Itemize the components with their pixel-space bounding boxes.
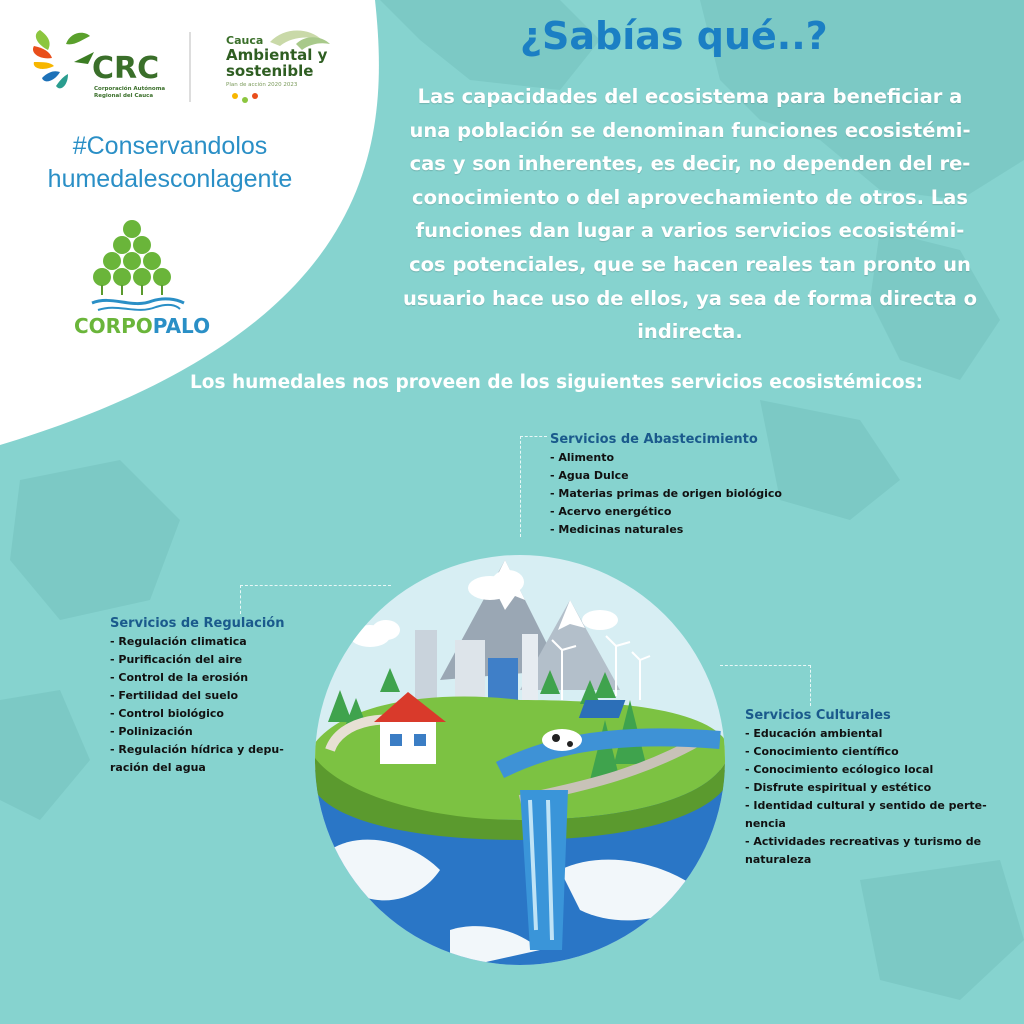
tree-cluster-icon	[93, 220, 171, 286]
list-item: ración del agua	[110, 761, 206, 774]
list-item: naturaleza	[745, 853, 812, 866]
list-item: - Regulación climatica	[110, 635, 247, 648]
cauca-line1: Cauca	[226, 34, 264, 47]
hashtag	[30, 130, 310, 196]
list-item: - Actividades recreativas y turismo de	[745, 835, 982, 848]
list-item: - Conocimiento científico	[745, 745, 899, 758]
list-item: - Polinización	[110, 725, 193, 738]
services-regulacion	[110, 616, 285, 777]
cauca-line4: Plan de acción 2020 2023	[226, 82, 298, 88]
list-item: - Identidad cultural y sentido de perte-	[745, 799, 987, 812]
list-item: - Conocimiento ecólogico local	[745, 763, 934, 776]
corpopalo-part2: PALO	[152, 314, 211, 338]
list-item: - Regulación hídrica y depu-	[110, 743, 284, 756]
list-item: - Purificación del aire	[110, 653, 243, 666]
logos-header	[30, 22, 350, 112]
hashtag-line2: humedalesconlagente	[47, 165, 293, 193]
list-item: - Control de la erosión	[110, 671, 249, 684]
connector-abastecimiento	[520, 436, 547, 537]
crc-logo	[33, 30, 165, 99]
intro-line: cas y son inherentes, es decir, no dependen del re-	[409, 152, 971, 176]
intro-line: cos potenciales, que se hacen reales tan pronto un	[409, 252, 971, 276]
crc-subtitle-line1: Corporación Autónoma	[94, 86, 166, 92]
list-item: - Acervo energético	[550, 505, 672, 518]
list-item: - Control biológico	[110, 707, 224, 720]
crc-subtitle-line2: Regional del Cauca	[94, 93, 154, 99]
services-regulacion-title: Servicios de Regulación	[110, 616, 285, 631]
list-item: - Disfrute espiritual y estético	[745, 781, 932, 794]
page-title: ¿Sabías qué..?	[520, 14, 828, 58]
cauca-logo	[226, 31, 330, 104]
intro-line: funciones dan lugar a varios servicios ecosistémi-	[415, 219, 965, 243]
list-item: - Alimento	[550, 451, 615, 464]
hashtag-line1: #Conservandolos	[72, 132, 268, 160]
cow-icon	[542, 729, 582, 751]
corpopalo-part1: CORPO	[74, 314, 153, 338]
intro-line: usuario hace uso de ellos, ya sea de forma directa o	[403, 286, 977, 310]
list-item: - Materias primas de origen biológico	[550, 487, 782, 500]
services-culturales-title: Servicios Culturales	[745, 708, 891, 723]
solar-panel-icon	[579, 700, 626, 718]
services-culturales	[745, 708, 987, 869]
services-abastecimiento	[550, 432, 782, 539]
cauca-line3: sostenible	[226, 62, 314, 80]
list-item: - Fertilidad del suelo	[110, 689, 239, 702]
intro-paragraph	[380, 80, 1000, 349]
intro-line: conocimiento o del aprovechamiento de otros. Las	[412, 185, 968, 209]
list-item: - Medicinas naturales	[550, 523, 684, 536]
crc-acronym: CRC	[92, 51, 160, 86]
earth-ecosystem-illustration	[300, 550, 740, 970]
svg-text:CORPOPALO	[74, 314, 210, 338]
intro-line: indirecta.	[637, 320, 743, 344]
services-abastecimiento-title: Servicios de Abastecimiento	[550, 432, 758, 447]
corpopalo-logo	[60, 215, 220, 345]
services-subtitle: Los humedales nos proveen de los siguientes servicios ecosistémicos:	[190, 372, 923, 393]
intro-line: una población se denominan funciones ecosistémi-	[409, 118, 971, 142]
water-wave-icon	[92, 299, 184, 304]
intro-line: Las capacidades del ecosistema para beneficiar a	[417, 85, 963, 108]
list-item: nencia	[745, 817, 786, 830]
list-item: - Agua Dulce	[550, 469, 629, 482]
cauca-line2: Ambiental y	[226, 46, 328, 64]
list-item: - Educación ambiental	[745, 727, 883, 740]
